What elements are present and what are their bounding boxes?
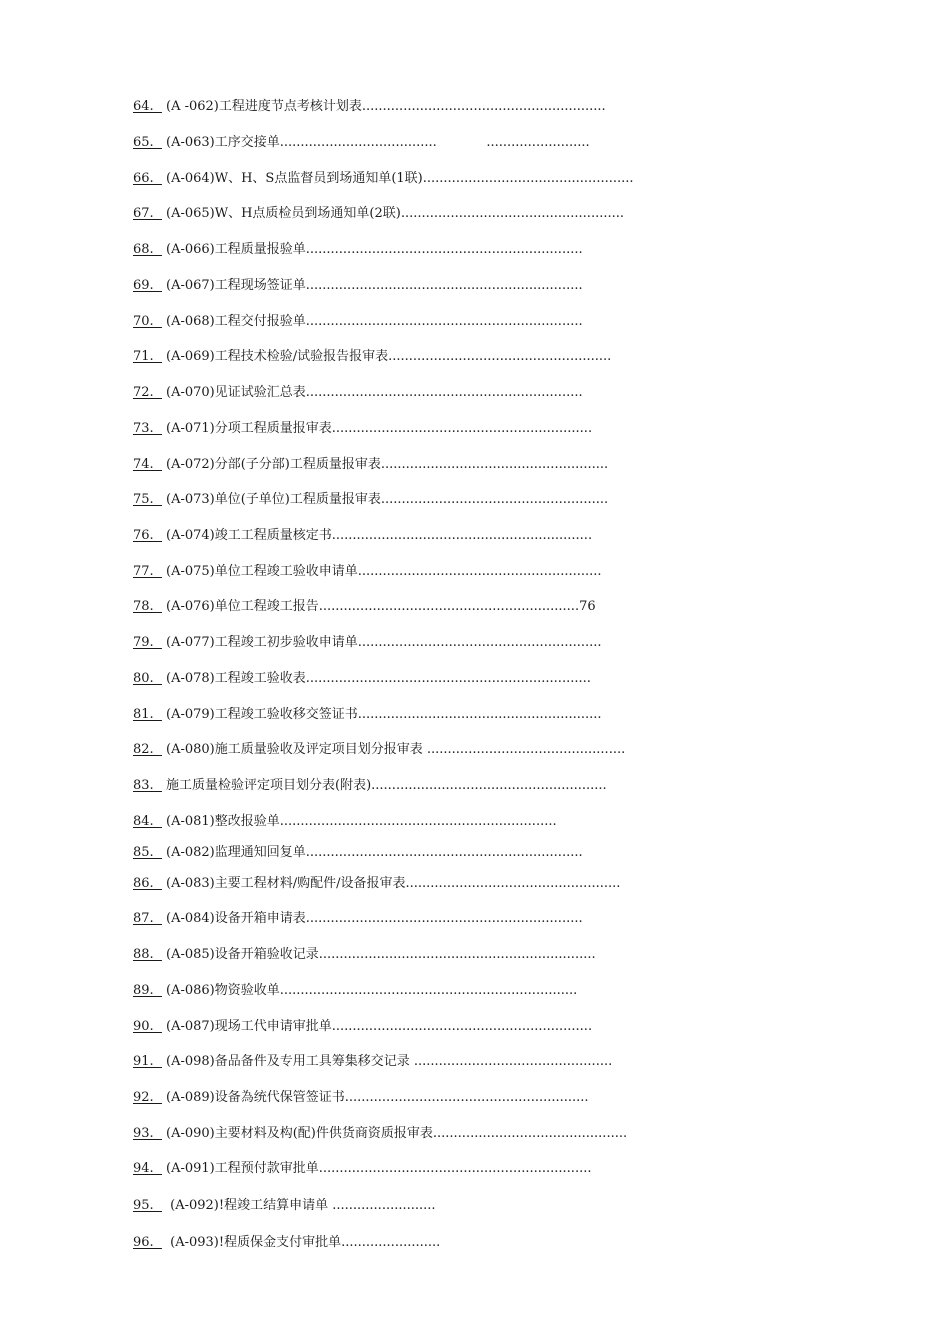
entry-number: 85. — [133, 845, 162, 860]
entry-title: (A-074)竣工工程质量核定书............................................................... — [166, 528, 593, 543]
toc-entry-82[interactable] — [133, 740, 625, 760]
entry-number: 77. — [133, 564, 162, 579]
entry-number: 78. — [133, 599, 162, 614]
entry-number: 89. — [133, 983, 162, 998]
entry-number: 79. — [133, 635, 162, 650]
toc-entry-75[interactable] — [133, 490, 608, 510]
entry-number: 67. — [133, 206, 162, 221]
toc-entry-96[interactable] — [133, 1233, 440, 1253]
entry-number: 65. — [133, 135, 162, 150]
entry-title: (A-082)监理通知回复单................................................................... — [166, 845, 583, 860]
entry-title: (A-084)设备开箱申请表................................................................... — [166, 911, 583, 926]
entry-number: 72. — [133, 385, 162, 400]
toc-entry-91[interactable] — [133, 1052, 612, 1072]
entry-title: (A-073)单位(子单位)工程质量报审表....................................................... — [166, 492, 609, 507]
toc-entry-86[interactable] — [133, 874, 620, 894]
entry-number: 73. — [133, 421, 162, 436]
toc-entry-66[interactable] — [133, 169, 634, 189]
toc-entry-95[interactable] — [133, 1196, 436, 1216]
entry-title: (A-085)设备开箱验收记录................................................................... — [166, 947, 596, 962]
entry-title: (A-092)!程竣工结算申请单 ......................... — [166, 1198, 436, 1213]
entry-title: (A-079)工程竣工验收移交签证书........................................................... — [166, 707, 602, 722]
toc-entry-73[interactable] — [133, 419, 592, 439]
entry-title: (A-067)工程现场签证单................................................................... — [166, 278, 583, 293]
toc-entry-87[interactable] — [133, 909, 583, 929]
toc-entry-85[interactable] — [133, 843, 583, 863]
entry-title: (A-070)见证试验汇总表................................................................... — [166, 385, 583, 400]
entry-number: 95. — [133, 1198, 162, 1213]
entry-number: 81. — [133, 707, 162, 722]
entry-title: (A-072)分部(子分部)工程质量报审表....................................................... — [166, 457, 609, 472]
toc-entry-77[interactable] — [133, 562, 602, 582]
entry-number: 82. — [133, 742, 162, 757]
toc-entry-71[interactable] — [133, 347, 611, 367]
entry-title: (A-076)单位工程竣工报告...............................................................76 — [166, 599, 596, 614]
entry-number: 70. — [133, 314, 162, 329]
entry-title: (A-065)W、H点质检员到场通知单(2联)...................................................... — [166, 206, 624, 221]
entry-number: 71. — [133, 349, 162, 364]
entry-number: 92. — [133, 1090, 162, 1105]
entry-title: (A-069)工程技术检验/试验报告报审表...................................................... — [166, 349, 612, 364]
entry-number: 87. — [133, 911, 162, 926]
toc-entry-74[interactable] — [133, 455, 608, 475]
entry-title: (A-064)W、H、S点监督员到场通知单(1联)................................................... — [166, 171, 634, 186]
entry-number: 88. — [133, 947, 162, 962]
entry-number: 66. — [133, 171, 162, 186]
entry-title: (A-087)现场工代申请审批单............................................................... — [166, 1019, 593, 1034]
toc-entry-65[interactable] — [133, 133, 590, 153]
toc-entry-69[interactable] — [133, 276, 583, 296]
toc-entry-90[interactable] — [133, 1017, 592, 1037]
toc-entry-67[interactable] — [133, 204, 624, 224]
entry-number: 94. — [133, 1161, 162, 1176]
entry-number: 86. — [133, 876, 162, 891]
toc-entry-78[interactable] — [133, 597, 596, 617]
entry-title: (A-086)物资验收单........................................................................ — [166, 983, 578, 998]
entry-title: (A-063)工序交接单...................................... ......................... — [166, 135, 590, 150]
entry-number: 96. — [133, 1235, 162, 1250]
entry-number: 64. — [133, 99, 162, 114]
toc-entry-79[interactable] — [133, 633, 602, 653]
toc-entry-89[interactable] — [133, 981, 577, 1001]
toc-entry-76[interactable] — [133, 526, 592, 546]
toc-entry-68[interactable] — [133, 240, 583, 260]
entry-title: (A-066)工程质量报验单................................................................... — [166, 242, 583, 257]
toc-entry-80[interactable] — [133, 669, 591, 689]
entry-number: 93. — [133, 1126, 162, 1141]
entry-number: 90. — [133, 1019, 162, 1034]
toc-entry-81[interactable] — [133, 705, 602, 725]
entry-title: (A -062)工程进度节点考核计划表........................................................... — [166, 99, 606, 114]
entry-title: (A-098)备品备件及专用工具筹集移交记录 ................................................ — [166, 1054, 613, 1069]
entry-number: 75. — [133, 492, 162, 507]
toc-entry-88[interactable] — [133, 945, 596, 965]
entry-title: (A-093)!程质保金支付审批单........................ — [166, 1235, 441, 1250]
toc-entry-72[interactable] — [133, 383, 583, 403]
entry-number: 76. — [133, 528, 162, 543]
toc-entry-83[interactable] — [133, 776, 607, 796]
toc-entry-92[interactable] — [133, 1088, 589, 1108]
entry-title: (A-078)工程竣工验收表..................................................................... — [166, 671, 591, 686]
entry-title: (A-075)单位工程竣工验收申请单........................................................... — [166, 564, 602, 579]
toc-entry-70[interactable] — [133, 312, 583, 332]
entry-title: (A-068)工程交付报验单................................................................... — [166, 314, 583, 329]
entry-number: 80. — [133, 671, 162, 686]
entry-title: (A-090)主要材料及构(配)件供货商资质报审表............................................... — [166, 1126, 628, 1141]
entry-number: 68. — [133, 242, 162, 257]
entry-number: 84. — [133, 814, 162, 829]
entry-title: (A-089)设备為统代保管签证书........................................................... — [166, 1090, 589, 1105]
entry-title: (A-077)工程竣工初步验收申请单........................................................... — [166, 635, 602, 650]
toc-entry-84[interactable] — [133, 812, 557, 832]
toc-entry-94[interactable] — [133, 1159, 591, 1179]
toc-entry-64[interactable] — [133, 97, 606, 117]
entry-number: 91. — [133, 1054, 162, 1069]
entry-title: 施工质量检验评定项目划分表(附表)......................................................... — [166, 778, 607, 793]
toc-entry-93[interactable] — [133, 1124, 627, 1144]
entry-title: (A-091)工程预付款审批单.................................................................. — [166, 1161, 592, 1176]
entry-title: (A-083)主要工程材料/购配件/设备报审表.................................................... — [166, 876, 621, 891]
entry-title: (A-080)施工质量验收及评定项目划分报审表 ................................................ — [166, 742, 626, 757]
entry-number: 69. — [133, 278, 162, 293]
entry-title: (A-071)分项工程质量报审表............................................................... — [166, 421, 593, 436]
entry-number: 83. — [133, 778, 162, 793]
entry-title: (A-081)整改报验单................................................................... — [166, 814, 557, 829]
entry-number: 74. — [133, 457, 162, 472]
